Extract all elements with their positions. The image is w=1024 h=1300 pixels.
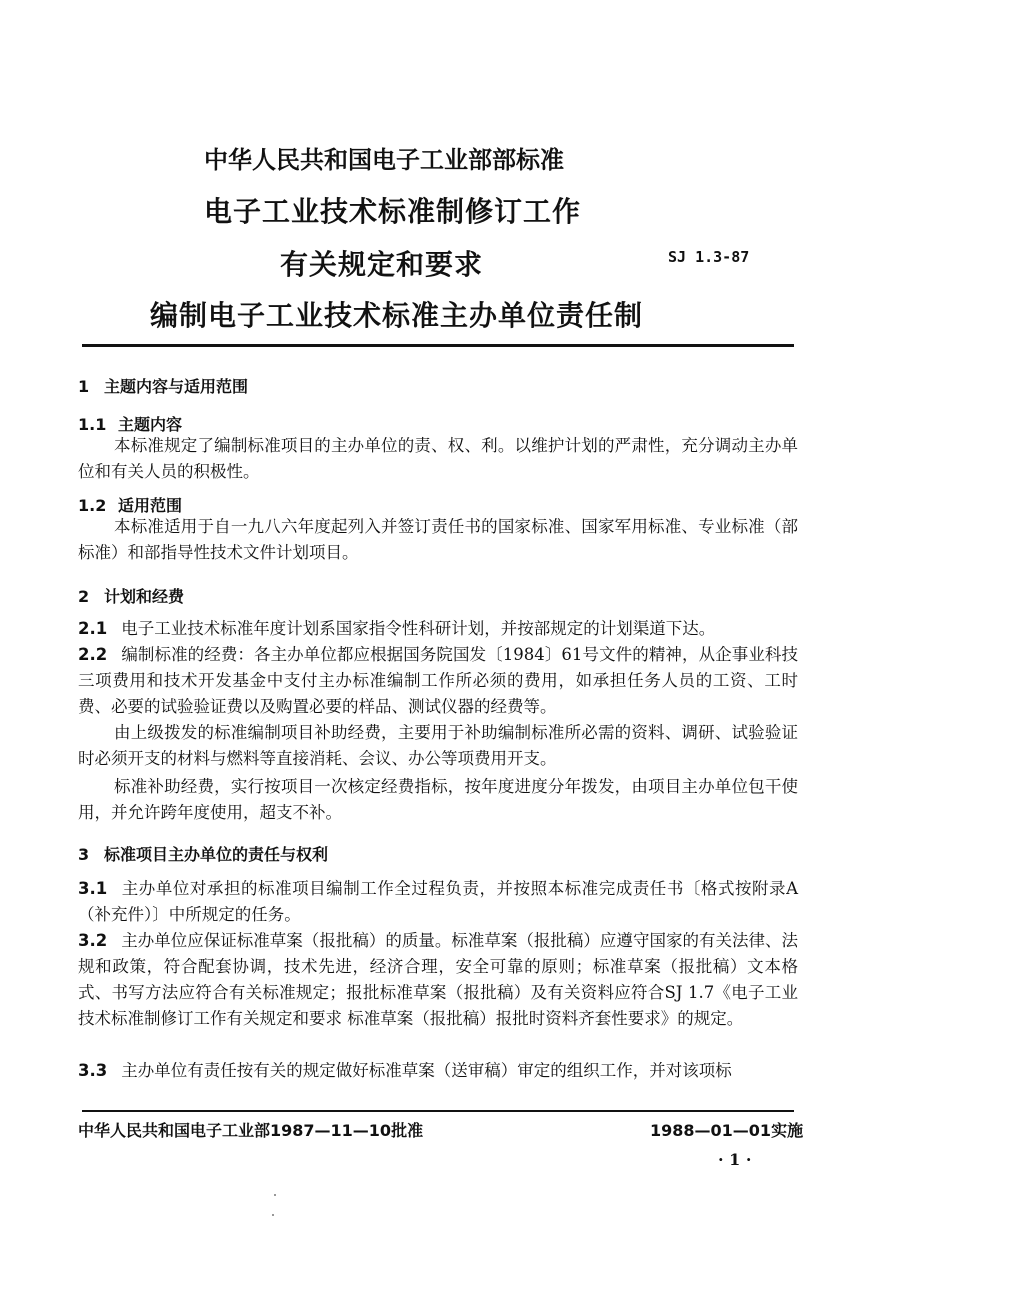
clause-number: 3.1 <box>78 879 108 898</box>
section-heading-2 <box>78 584 184 607</box>
page-number: · 1 · <box>718 1150 752 1169</box>
clause-text: 主办单位对承担的标准项目编制工作全过程负责，并按照本标准完成责任书〔格式按附录A（补充件）〕中所规定的任务。 <box>78 879 798 924</box>
section-number: 1 <box>78 377 90 396</box>
clause-text: 电子工业技术标准年度计划系国家指令性科研计划，并按部规定的计划渠道下达。 <box>121 619 716 638</box>
clause-text: 主办单位应保证标准草案（报批稿）的质量。标准草案（报批稿）应遵守国家的有关法律、法规和政策，符合配套协调，技术先进，经济合理，安全可靠的原则；标准草案（报批稿）文本格式、书写方法应符合有关标准规定；报批标准草案（报批稿）及有关资料应符合SJ 1.7《电子工业技术标准制修订工作有关规定和要求 标准草案（报批稿）报批时资料齐套性要求》的规定。 <box>78 931 798 1028</box>
standard-issuer-title: 中华人民共和国电子工业部部标准 <box>204 146 564 174</box>
subsection-heading-1-2 <box>78 493 182 516</box>
paragraph-3-2 <box>78 928 798 1032</box>
standard-title-line-1: 电子工业技术标准制修订工作 <box>204 195 582 228</box>
standard-code: SJ 1.3-87 <box>668 248 750 266</box>
clause-number: 3.3 <box>78 1061 108 1080</box>
standard-title-line-2: 有关规定和要求 <box>280 248 484 281</box>
clause-text: 编制标准的经费：各主办单位都应根据国务院国发〔1984〕61号文件的精神，从企事业科技三项费用和技术开发基金中支付主办标准编制工作所必须的费用，如承担任务人员的工资、工时费、必要的试验验证费以及购置必要的样品、测试仪器的经费等。 <box>78 645 798 716</box>
section-number: 2 <box>78 587 90 606</box>
section-title: 标准项目主办单位的责任与权利 <box>104 845 329 864</box>
approval-line: 中华人民共和国电子工业部1987—11—10批准 <box>78 1121 424 1140</box>
paragraph-2-3: 由上级拨发的标准编制项目补助经费，主要用于补助编制标准所必需的资料、调研、试验验证时必须开支的材料与燃料等直接消耗、会议、办公等项费用开支。 <box>78 723 798 768</box>
clause-text: 主办单位有责任按有关的规定做好标准草案（送审稿）审定的组织工作，并对该项标 <box>121 1061 732 1080</box>
header-divider <box>82 344 794 347</box>
subsection-title: 主题内容 <box>118 415 183 434</box>
subsection-title: 适用范围 <box>118 496 183 515</box>
subsection-heading-1-1 <box>78 412 182 435</box>
paragraph-3-1 <box>78 876 798 928</box>
paragraph-2-2 <box>78 642 798 720</box>
standard-subtitle: 编制电子工业技术标准主办单位责任制 <box>150 299 644 332</box>
clause-number: 2.2 <box>78 645 108 664</box>
section-title: 主题内容与适用范围 <box>104 377 249 396</box>
subsection-number: 1.2 <box>78 496 107 515</box>
paragraph-2-4: 标准补助经费，实行按项目一次核定经费指标，按年度进度分年拨发，由项目主办单位包干使用，并允许跨年度使用，超支不补。 <box>78 777 798 822</box>
section-heading-1 <box>78 374 248 397</box>
effective-date: 1988—01—01实施 <box>650 1121 804 1140</box>
paragraph-2-1 <box>78 616 798 642</box>
clause-number: 2.1 <box>78 619 108 638</box>
clause-number: 3.2 <box>78 931 108 950</box>
paragraph-3-3 <box>78 1058 798 1084</box>
paragraph-1-1: 本标准规定了编制标准项目的主办单位的责、权、利。以维护计划的严肃性，充分调动主办单位和有关人员的积极性。 <box>78 436 798 481</box>
scan-speck <box>272 1214 274 1216</box>
subsection-number: 1.1 <box>78 415 107 434</box>
scan-speck <box>274 1194 276 1196</box>
section-number: 3 <box>78 845 90 864</box>
section-title: 计划和经费 <box>104 587 185 606</box>
footer-divider <box>82 1110 794 1112</box>
paragraph-1-2: 本标准适用于自一九八六年度起列入并签订责任书的国家标准、国家军用标准、专业标准（部标准）和部指导性技术文件计划项目。 <box>78 517 798 562</box>
section-heading-3 <box>78 842 328 865</box>
